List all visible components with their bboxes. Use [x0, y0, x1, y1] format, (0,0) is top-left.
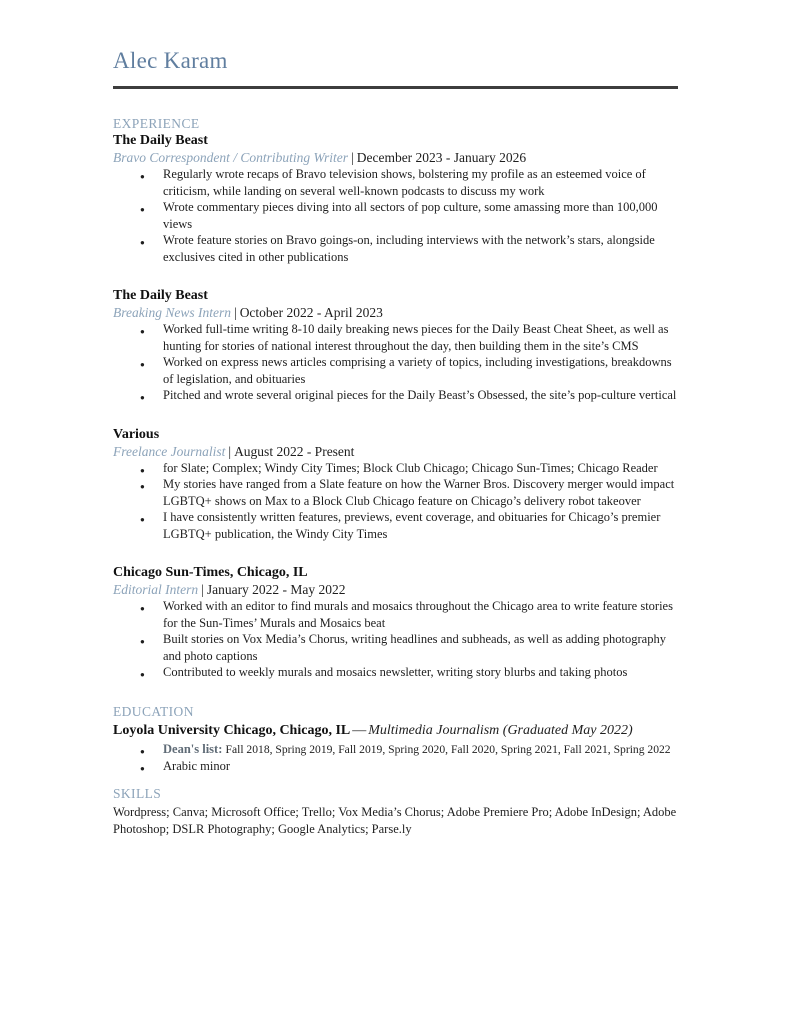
bullet-item [113, 387, 678, 404]
bullet-marker: ● [140, 327, 145, 336]
job-role-line [113, 443, 678, 460]
bullet-item [113, 166, 678, 199]
job-company: The Daily Beast [113, 133, 208, 148]
bullet-item [113, 476, 678, 509]
job-bullets [113, 460, 678, 543]
job-role: Freelance Journalist [113, 443, 226, 459]
bullet-marker: ● [140, 360, 145, 369]
job-company: Various [113, 426, 160, 442]
bullet-item [113, 758, 678, 775]
job-company: The Daily Beast [113, 288, 208, 303]
job-role: Bravo Correspondent / Contributing Writer [113, 150, 349, 165]
job-dates: October 2022 - April 2023 [239, 305, 383, 320]
page-header [113, 47, 678, 89]
role-date-separator: | [233, 305, 237, 320]
bullet-text: Wrote commentary pieces diving into all sectors of pop culture, some amassing more than 100,000 views [163, 200, 658, 231]
education-degree: Multimedia Journalism (Graduated May 2022) [368, 722, 633, 738]
education-bullets [113, 741, 678, 775]
bullet-marker: ● [140, 205, 145, 214]
role-date-separator: | [201, 582, 204, 597]
section-education [113, 703, 678, 775]
bullet-item [113, 631, 678, 664]
bullet-marker: ● [140, 746, 145, 756]
page-title: Alec Karam [113, 48, 228, 73]
bullet-text: Wrote feature stories on Bravo goings-on, including interviews with the network’s stars, alongside exclusives cited in other publications [163, 233, 655, 264]
education-bullet-text: Arabic minor [163, 759, 230, 773]
job-role-line [113, 149, 678, 166]
job-entry [113, 426, 678, 543]
job-role: Breaking News Intern [113, 305, 231, 320]
bullet-text: Worked on express news articles comprising a variety of topics, including investigations, breakdowns of legislation, and obituaries [163, 355, 672, 386]
bullet-marker: ● [140, 764, 145, 773]
bullet-item [113, 199, 678, 232]
role-date-separator: | [351, 150, 354, 165]
bullet-marker: ● [140, 393, 145, 402]
bullet-item [113, 232, 678, 265]
bullet-item [113, 354, 678, 387]
job-dates: January 2022 - May 2022 [206, 582, 346, 597]
bullet-marker: ● [140, 238, 145, 247]
skills-heading: SKILLS [113, 785, 162, 801]
bullet-marker: ● [140, 482, 145, 491]
bullet-item [113, 664, 678, 681]
job-role-line [113, 581, 678, 598]
education-degree-line [113, 722, 678, 740]
header-divider [113, 86, 678, 89]
role-date-separator: | [228, 443, 232, 459]
bullet-text: My stories have ranged from a Slate feature on how the Warner Bros. Discovery merger would impact LGBTQ+ shows on Max to a Block Club Chicago feature on Chicago’s delivery robot takeover [163, 477, 675, 508]
bullet-marker: ● [140, 465, 145, 475]
bullet-marker: ● [140, 637, 145, 646]
job-company: Chicago Sun-Times, Chicago, IL [113, 565, 308, 580]
education-heading: EDUCATION [113, 703, 194, 719]
job-bullets [113, 598, 678, 681]
bullet-item [113, 321, 678, 354]
bullet-marker: ● [140, 515, 145, 524]
job-role: Editorial Intern [113, 582, 199, 597]
job-entry [113, 287, 678, 404]
bullet-marker: ● [140, 604, 145, 613]
bullet-text: Pitched and wrote several original pieces for the Daily Beast’s Obsessed, the site’s pop-culture vertical [163, 388, 677, 402]
bullet-item [113, 509, 678, 542]
education-separator: — [352, 722, 367, 738]
job-entry [113, 132, 678, 265]
job-entry [113, 564, 678, 681]
deans-list-terms: Fall 2018, Spring 2019, Fall 2019, Spring 2020, Fall 2020, Spring 2021, Fall 2021, Spring 2022 [225, 742, 671, 756]
job-bullets [113, 321, 678, 404]
education-school: Loyola University Chicago, Chicago, IL [113, 722, 351, 738]
bullet-text: Worked full-time writing 8-10 daily breaking news pieces for the Daily Beast Cheat Sheet, as well as hunting for stories of national interest throughout the day, then building them in the site’s CMS [163, 322, 669, 353]
section-skills [113, 785, 678, 838]
skills-text: Wordpress; Canva; Microsoft Office; Trello; Vox Media’s Chorus; Adobe Premiere Pro; Adobe InDesign; Adobe Photoshop; DSLR Photography; Google Analytics; Parse.ly [113, 804, 677, 836]
experience-heading: EXPERIENCE [113, 116, 200, 131]
bullet-text: Regularly wrote recaps of Bravo television shows, bolstering my profile as an esteemed voice of criticism, while landing on several well-known podcasts to discuss my work [163, 167, 646, 198]
bullet-marker: ● [140, 172, 145, 181]
job-role-line [113, 304, 678, 321]
bullet-text: for Slate; Complex; Windy City Times; Block Club Chicago; Chicago Sun-Times; Chicago Reader [163, 460, 658, 475]
job-dates: December 2023 - January 2026 [356, 150, 527, 165]
job-bullets [113, 166, 678, 265]
section-experience [113, 115, 678, 681]
bullet-text: Worked with an editor to find murals and mosaics throughout the Chicago area to write feature stories for the Sun-Times’ Murals and Mosaics beat [163, 599, 673, 630]
bullet-text: Built stories on Vox Media’s Chorus, writing headlines and subheads, as well as adding photography and photo captions [163, 632, 666, 663]
bullet-text: Contributed to weekly murals and mosaics newsletter, writing story blurbs and taking photos [163, 665, 628, 679]
bullet-item [113, 741, 678, 759]
job-dates: August 2022 - Present [234, 443, 355, 459]
bullet-item [113, 460, 678, 477]
bullet-marker: ● [140, 670, 145, 679]
bullet-item [113, 598, 678, 631]
bullet-text: I have consistently written features, previews, event coverage, and obituaries for Chicago’s premier LGBTQ+ publication, the Windy City Times [163, 510, 661, 541]
deans-list-label: Dean's list: [163, 741, 223, 756]
